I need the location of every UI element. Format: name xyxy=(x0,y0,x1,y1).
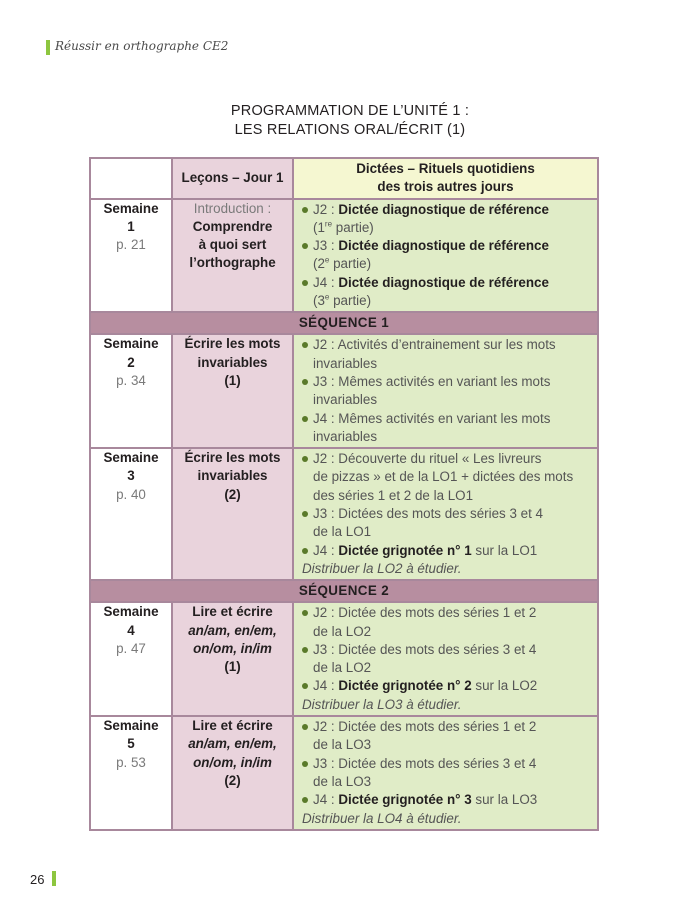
week-cell: Semaine 2 p. 34 xyxy=(90,334,172,448)
table-header-row xyxy=(90,158,598,199)
week-cell: Semaine 1 p. 21 xyxy=(90,199,172,313)
list-item: J2 : Découverte du rituel « Les livreurs de pizzas » et de la LO1 + dictées des mots des séries 1 et 2 de la LO1 xyxy=(300,450,591,505)
list-item: J3 : Dictée des mots des séries 3 et 4 de la LO2 xyxy=(300,641,591,678)
table-row xyxy=(90,448,598,580)
lesson-cell: Écrire les mots invariables (2) xyxy=(172,448,293,580)
lesson-cell: Lire et écrire an/am, en/em, on/om, in/im (1) xyxy=(172,602,293,716)
header-lessons: Leçons – Jour 1 xyxy=(172,158,293,199)
list-item: J4 : Mêmes activités en variant les mots invariables xyxy=(300,410,591,447)
list-item: J4 : Dictée grignotée n° 2 sur la LO2 xyxy=(300,677,591,695)
lesson-cell: Lire et écrire an/am, en/em, on/om, in/im (2) xyxy=(172,716,293,830)
page-number: 26 xyxy=(30,872,45,887)
list-item: J2 : Dictée des mots des séries 1 et 2 de la LO2 xyxy=(300,604,591,641)
dictation-cell xyxy=(293,602,598,716)
page-title xyxy=(0,102,700,140)
programmation-table xyxy=(89,157,599,831)
sequence-1-row xyxy=(90,312,598,334)
sequence-label: SÉQUENCE 2 xyxy=(90,580,598,602)
list-item: J3 : Dictée des mots des séries 3 et 4 de la LO3 xyxy=(300,755,591,792)
header-empty-cell xyxy=(90,158,172,199)
dictation-cell xyxy=(293,334,598,448)
note: Distribuer la LO4 à étudier. xyxy=(302,810,462,826)
week-cell: Semaine 4 p. 47 xyxy=(90,602,172,716)
note: Distribuer la LO2 à étudier. xyxy=(302,560,462,576)
table-row xyxy=(90,199,598,313)
list-item: J4 : Dictée grignotée n° 3 sur la LO3 xyxy=(300,791,591,809)
header-dictations: Dictées – Rituels quotidiens des trois autres jours xyxy=(293,158,598,199)
dictation-cell xyxy=(293,199,598,313)
title-line-1: PROGRAMMATION DE L’UNITÉ 1 : xyxy=(230,103,470,119)
title-line-2: LES RELATIONS ORAL/ÉCRIT (1) xyxy=(234,122,466,138)
sequence-2-row xyxy=(90,580,598,602)
running-title: Réussir en orthographe CE2 xyxy=(55,39,229,53)
list-item: J3 : Mêmes activités en variant les mots invariables xyxy=(300,373,591,410)
table-row xyxy=(90,602,598,716)
lesson-cell: Introduction : Comprendre à quoi sert l’orthographe xyxy=(172,199,293,313)
list-item: J2 : Dictée des mots des séries 1 et 2 de la LO3 xyxy=(300,718,591,755)
dictation-cell xyxy=(293,448,598,580)
table-row xyxy=(90,716,598,830)
list-item: J4 : Dictée diagnostique de référence (3e partie) xyxy=(300,274,591,311)
week-cell: Semaine 3 p. 40 xyxy=(90,448,172,580)
header-accent-bar xyxy=(46,40,50,55)
note: Distribuer la LO3 à étudier. xyxy=(302,696,462,712)
week-cell: Semaine 5 p. 53 xyxy=(90,716,172,830)
sequence-label: SÉQUENCE 1 xyxy=(90,312,598,334)
lesson-cell: Écrire les mots invariables (1) xyxy=(172,334,293,448)
list-item: J2 : Dictée diagnostique de référence (1re partie) xyxy=(300,201,591,238)
dictation-cell xyxy=(293,716,598,830)
footer-accent-bar xyxy=(52,871,56,886)
list-item: J4 : Dictée grignotée n° 1 sur la LO1 xyxy=(300,542,591,560)
list-item: J2 : Activités d’entrainement sur les mots invariables xyxy=(300,336,591,373)
list-item: J3 : Dictée diagnostique de référence (2e partie) xyxy=(300,237,591,274)
table-row xyxy=(90,334,598,448)
list-item: J3 : Dictées des mots des séries 3 et 4 de la LO1 xyxy=(300,505,591,542)
